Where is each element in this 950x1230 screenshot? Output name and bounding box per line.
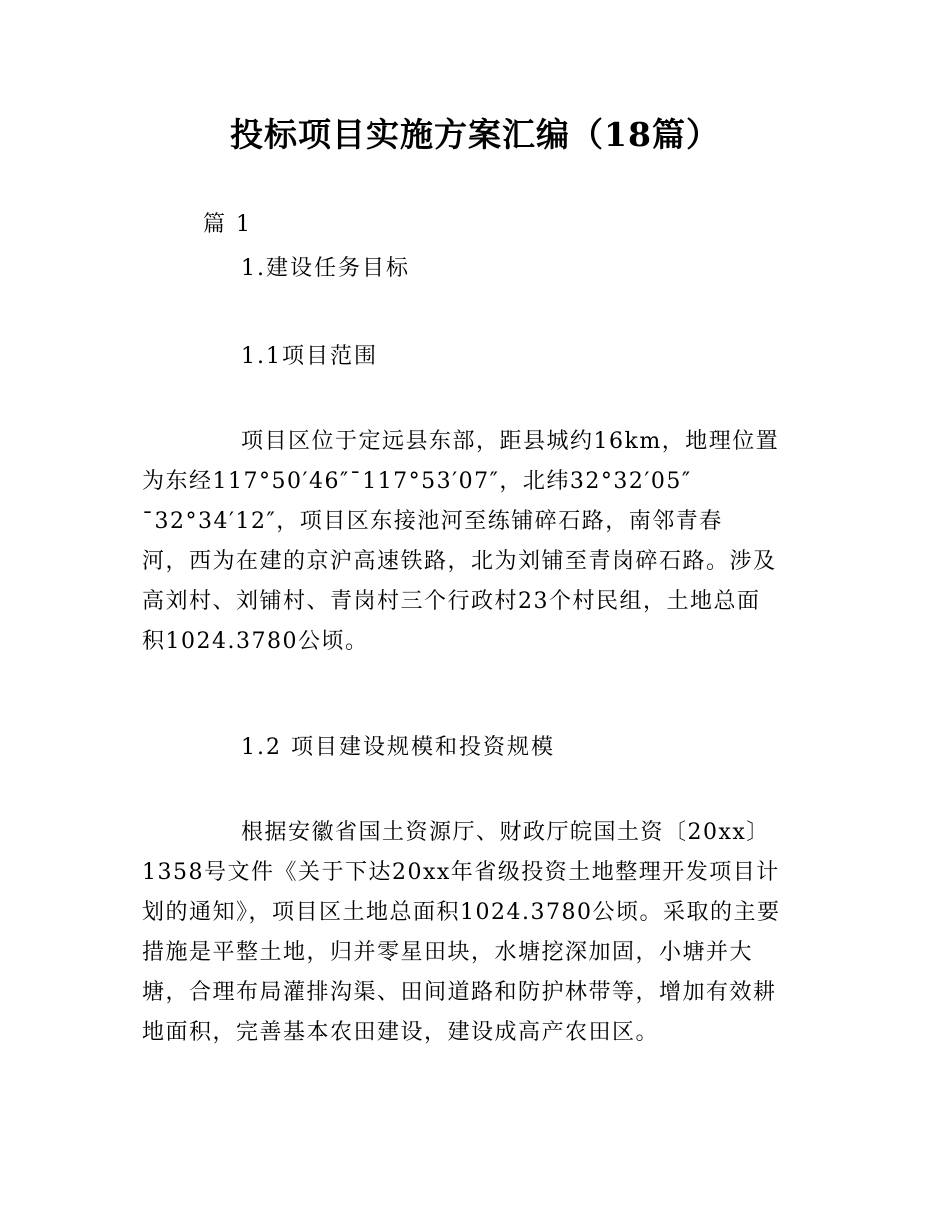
paragraph-line: 措施是平整土地，归并零星田块，水塘挖深加固，小塘并大 bbox=[142, 940, 754, 965]
paragraph-line: 1358号文件《关于下达20xx年省级投资土地整理开发项目计 bbox=[142, 860, 780, 885]
paragraph-line: 积1024.3780公顷。 bbox=[142, 629, 369, 654]
document-title: 投标项目实施方案汇编（18篇） bbox=[230, 115, 720, 154]
paragraph-line: 根据安徽省国土资源厅、财政厅皖国土资〔20xx〕 bbox=[241, 820, 770, 845]
heading-construction-investment-scale: 1.2 项目建设规模和投资规模 bbox=[241, 735, 555, 760]
paragraph-line: 塘，合理布局灌排沟渠、田间道路和防护林带等，增加有效耕 bbox=[142, 980, 777, 1005]
section-label: 篇 1 bbox=[203, 212, 252, 237]
paragraph-investment-scale bbox=[142, 813, 822, 1053]
paragraph-line: 地面积，完善基本农田建设，建设成高产农田区。 bbox=[142, 1020, 660, 1045]
heading-project-scope: 1.1项目范围 bbox=[241, 344, 378, 369]
paragraph-line: 划的通知》，项目区土地总面积1024.3780公顷。采取的主要 bbox=[142, 900, 781, 925]
paragraph-line: ¯32°34′12″，项目区东接池河至练铺碎石路，南邻青春 bbox=[142, 509, 723, 534]
heading-construction-goals: 1.建设任务目标 bbox=[241, 256, 410, 281]
paragraph-line: 高刘村、刘铺村、青岗村三个行政村23个村民组，土地总面 bbox=[142, 589, 761, 614]
paragraph-line: 项目区位于定远县东部，距县城约16km，地理位置 bbox=[241, 429, 780, 454]
paragraph-line: 河，西为在建的京沪高速铁路，北为刘铺至青岗碎石路。涉及 bbox=[142, 549, 777, 574]
paragraph-project-location bbox=[142, 422, 822, 662]
paragraph-line: 为东经117°50′46″¯117°53′07″，北纬32°32′05″ bbox=[142, 469, 692, 494]
